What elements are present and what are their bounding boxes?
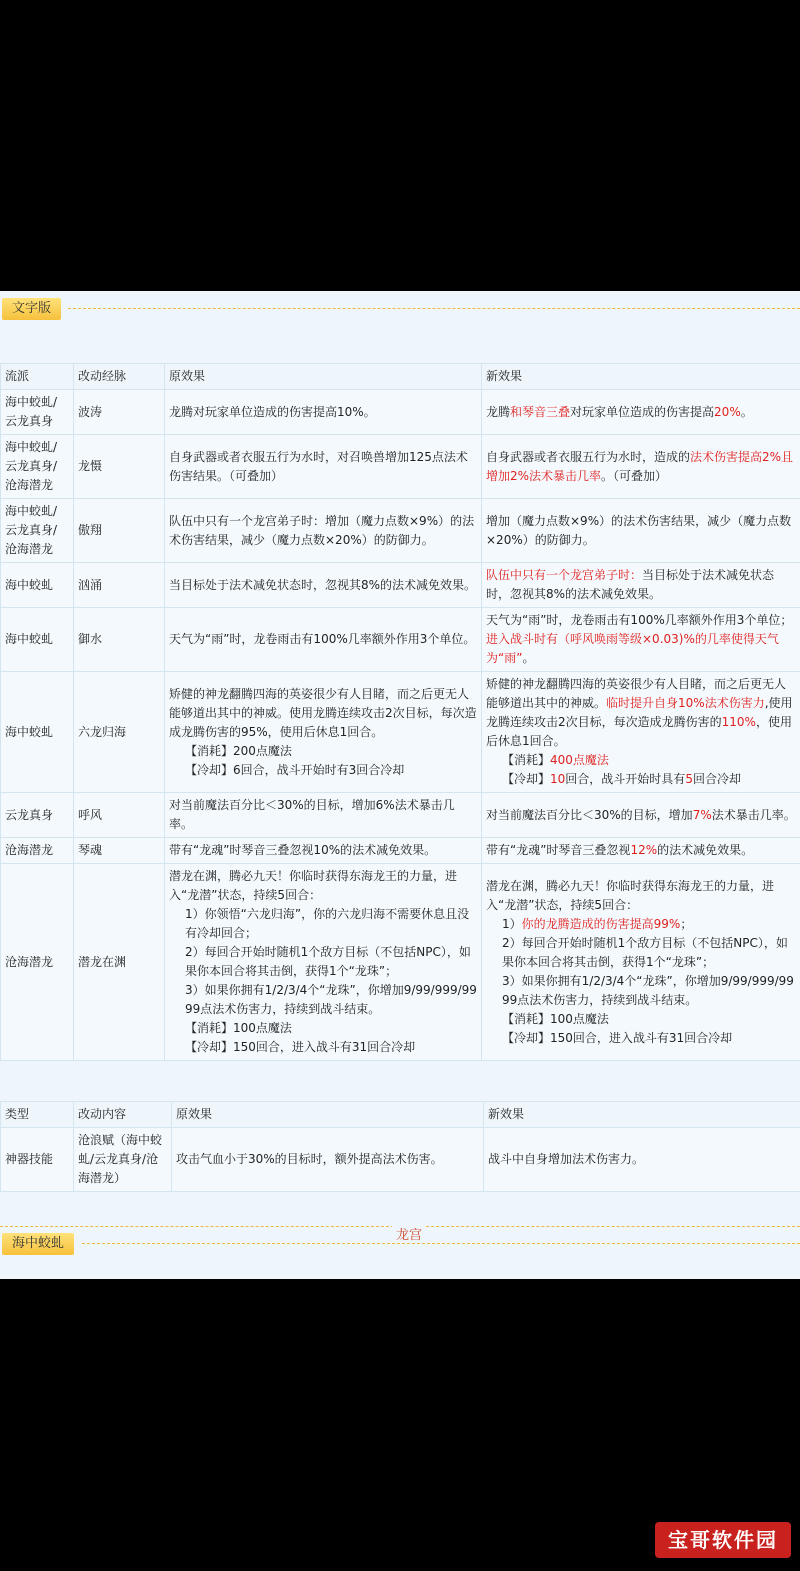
meridian-cell: 波涛	[74, 390, 165, 435]
new-effect-cell: 对当前魔法百分比＜30%的目标，增加7%法术暴击几率。	[482, 793, 800, 838]
column-header: 类型	[1, 1102, 74, 1128]
highlight-text: 你的龙腾造成的伤害提高99%	[521, 916, 681, 931]
new-effect-cell: 自身武器或者衣服五行为水时，造成的法术伤害提高2%且增加2%法术暴击几率。（可叠加）	[482, 435, 800, 499]
original-effect-cell: 队伍中只有一个龙宫弟子时：增加（魔力点数×9%）的法术伤害结果，减少（魔力点数×20%）的防御力。	[165, 499, 482, 563]
table-row	[1, 563, 800, 608]
highlight-text: 10	[550, 772, 566, 786]
original-effect-cell: 龙腾对玩家单位造成的伤害提高10%。	[165, 390, 482, 435]
new-effect-cell: 队伍中只有一个龙宫弟子时：当目标处于法术减免状态时，忽视其8%的法术减免效果。	[482, 563, 800, 608]
effect-line: 【冷却】6回合，战斗开始时有3回合冷却	[185, 762, 405, 777]
highlight-text: 12%	[630, 843, 658, 857]
highlight-text: 20%	[714, 404, 741, 419]
meridian-cell: 御水	[74, 608, 165, 672]
effect-line: 2）每回合开始时随机1个敌方目标（不包括NPC），如果你本回合将其击倒，获得1个“龙珠”；	[502, 935, 788, 969]
school-cell: 海中蛟虬	[1, 672, 74, 793]
section-title-tag: 文字版	[2, 298, 61, 320]
meridian-cell: 呼风	[74, 793, 165, 838]
table-row	[1, 1128, 800, 1192]
school-cell: 云龙真身	[1, 793, 74, 838]
table-row	[1, 838, 800, 864]
table-row	[1, 390, 800, 435]
original-effect-cell: 矫健的神龙翻腾四海的英姿很少有人目睹，而之后更无人能够道出其中的神威。使用龙腾连续攻击2次目标，每次造成龙腾伤害的95%，使用后休息1回合。 【消耗】200点魔法 【冷却】6回合，战斗开始时有3回合冷却	[165, 672, 482, 793]
effect-line: 【消耗】100点魔法	[502, 1011, 609, 1026]
column-header: 新效果	[482, 364, 800, 390]
school-cell: 海中蛟虬/云龙真身/沧海潜龙	[1, 499, 74, 563]
new-effect-cell: 增加（魔力点数×9%）的法术伤害结果，减少（魔力点数×20%）的防御力。	[482, 499, 800, 563]
column-header: 原效果	[172, 1102, 484, 1128]
new-effect-cell: 龙腾和琴音三叠对玩家单位造成的伤害提高20%。	[482, 390, 800, 435]
new-effect-cell: 天气为“雨”时，龙卷雨击有100%几率额外作用3个单位；进入战斗时有（呼风唤雨等级×0.03)%的几率使得天气为“雨”。	[482, 608, 800, 672]
table-header-row	[1, 364, 800, 390]
effect-line: 【冷却】150回合，进入战斗有31回合冷却	[502, 1030, 733, 1045]
table-row	[1, 793, 800, 838]
meridian-cell: 傲翔	[74, 499, 165, 563]
effect-line: 【冷却】10回合，战斗开始时具有5回合冷却	[502, 772, 741, 786]
new-effect-cell: 矫健的神龙翻腾四海的英姿很少有人目睹，而之后更无人能够道出其中的神威。临时提升自身10%法术伤害力,使用龙腾连续攻击2次目标，每次造成龙腾伤害的110%，使用后休息1回合。 【消耗】400点魔法 【冷却】10回合，战斗开始时具有5回合冷却	[482, 672, 800, 793]
school-cell: 沧海潜龙	[1, 838, 74, 864]
table-row	[1, 435, 800, 499]
effect-line: 【消耗】100点魔法	[185, 1021, 292, 1035]
table-row	[1, 864, 800, 1061]
effect-line: 3）如果你拥有1/2/3/4个“龙珠”，你增加9/99/999/9999点法术伤害力，持续到战斗结束。	[185, 983, 477, 1016]
effect-line: 1）你的龙腾造成的伤害提高99%；	[502, 916, 693, 931]
new-effect-cell: 带有“龙魂”时琴音三叠忽视12%的法术减免效果。	[482, 838, 800, 864]
original-effect-cell: 自身武器或者衣服五行为水时，对召唤兽增加125点法术伤害结果。（可叠加）	[165, 435, 482, 499]
meridian-cell: 汹涌	[74, 563, 165, 608]
effect-line: 3）如果你拥有1/2/3/4个“龙珠”，你增加9/99/999/9999点法术伤害力，持续到战斗结束。	[502, 973, 794, 1007]
highlight-text: 110%	[721, 715, 756, 729]
school-cell: 海中蛟虬/云龙真身	[1, 390, 74, 435]
column-header: 新效果	[484, 1102, 800, 1128]
original-effect-cell: 潜龙在渊，腾必九天！你临时获得东海龙王的力量，进入“龙潜”状态，持续5回合： 1）你领悟“六龙归海”，你的六龙归海不需要休息且没有冷却回合； 2）每回合开始时随机1个敌方目标（不包括NPC），如果你本回合将其击倒，获得1个“龙珠”； 3）如果你拥有1/2/3/4个“龙珠”，你增加9/99/999/9999点法术伤害力，持续到战斗结束。 【消耗】100点魔法 【冷却】150回合，进入战斗有31回合冷却	[165, 864, 482, 1061]
section-title-divider	[68, 308, 800, 309]
highlight-text: 5	[685, 772, 693, 786]
table-header-row	[1, 1102, 800, 1128]
original-effect-cell: 对当前魔法百分比＜30%的目标，增加6%法术暴击几率。	[165, 793, 482, 838]
effect-line: 【消耗】400点魔法	[502, 753, 609, 767]
school-cell: 沧海潜龙	[1, 864, 74, 1061]
effect-line: 2）每回合开始时随机1个敌方目标（不包括NPC），如果你本回合将其击倒，获得1个“龙珠”；	[185, 945, 471, 978]
effect-line: 【冷却】150回合，进入战斗有31回合冷却	[185, 1040, 416, 1054]
meridian-cell: 琴魂	[74, 838, 165, 864]
footer-title: 龙宫	[392, 1224, 426, 1243]
highlight-text: 400点魔法	[550, 753, 609, 767]
column-header: 改动经脉	[74, 364, 165, 390]
column-header: 流派	[1, 364, 74, 390]
artifact-changes-table	[0, 1101, 800, 1192]
change-content-cell: 沧浪赋（海中蛟虬/云龙真身/沧海潜龙）	[74, 1128, 172, 1192]
column-header: 改动内容	[74, 1102, 172, 1128]
highlight-text: 法术伤害提高2%且增加2%法术暴击几率	[486, 449, 794, 483]
effect-line: 1）你领悟“六龙归海”，你的六龙归海不需要休息且没有冷却回合；	[185, 907, 470, 940]
school-cell: 海中蛟虬	[1, 563, 74, 608]
effect-line: 【消耗】200点魔法	[185, 743, 292, 758]
table-row	[1, 608, 800, 672]
highlight-text: 和琴音三叠	[510, 404, 571, 419]
watermark-logo: 宝哥软件园	[655, 1522, 791, 1558]
table-row	[1, 672, 800, 793]
school-tag-divider	[82, 1243, 800, 1244]
highlight-text: 队伍中只有一个龙宫弟子时：	[486, 568, 643, 582]
meridian-cell: 龙慑	[74, 435, 165, 499]
highlight-text: 7%	[692, 807, 712, 822]
school-cell: 海中蛟虬	[1, 608, 74, 672]
highlight-text: 临时提升自身10%法术伤害力	[606, 696, 765, 710]
highlight-text: 进入战斗时有（呼风唤雨等级×0.03)%的几率使得天气为“雨”	[486, 632, 779, 665]
table-row	[1, 499, 800, 563]
meridian-changes-table	[0, 363, 800, 1061]
school-tag: 海中蛟虬	[2, 1233, 74, 1255]
original-effect-cell: 攻击气血小于30%的目标时，额外提高法术伤害。	[172, 1128, 484, 1192]
meridian-cell: 潜龙在渊	[74, 864, 165, 1061]
type-cell: 神器技能	[1, 1128, 74, 1192]
school-cell: 海中蛟虬/云龙真身/沧海潜龙	[1, 435, 74, 499]
original-effect-cell: 当目标处于法术减免状态时，忽视其8%的法术减免效果。	[165, 563, 482, 608]
column-header: 原效果	[165, 364, 482, 390]
new-effect-cell: 战斗中自身增加法术伤害力。	[484, 1128, 800, 1192]
new-effect-cell: 潜龙在渊，腾必九天！你临时获得东海龙王的力量，进入“龙潜”状态，持续5回合： 1）你的龙腾造成的伤害提高99%； 2）每回合开始时随机1个敌方目标（不包括NPC），如果你本回合将其击倒，获得1个“龙珠”； 3）如果你拥有1/2/3/4个“龙珠”，你增加9/99/999/9999点法术伤害力，持续到战斗结束。 【消耗】100点魔法 【冷却】150回合，进入战斗有31回合冷却	[482, 864, 800, 1061]
original-effect-cell: 带有“龙魂”时琴音三叠忽视10%的法术减免效果。	[165, 838, 482, 864]
meridian-cell: 六龙归海	[74, 672, 165, 793]
original-effect-cell: 天气为“雨”时，龙卷雨击有100%几率额外作用3个单位。	[165, 608, 482, 672]
